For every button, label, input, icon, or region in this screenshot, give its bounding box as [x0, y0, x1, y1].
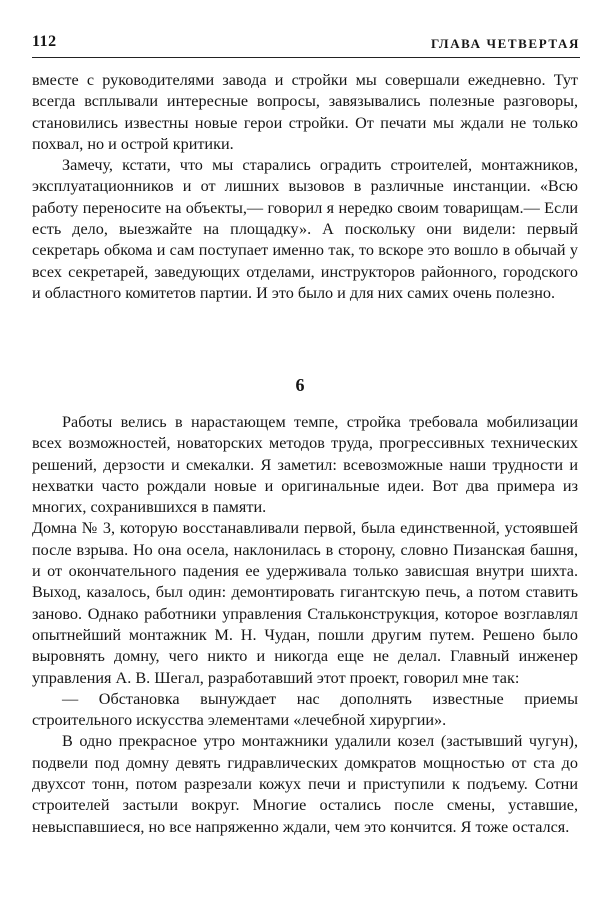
header-rule	[32, 57, 580, 58]
paragraph: — Обстановка вынуждает нас дополнять известные приемы строительного искусства элементами «лечебной хирургии».	[32, 689, 578, 730]
section-number: 6	[295, 375, 305, 395]
page-number: 112	[32, 33, 57, 50]
paragraph: Домна № 3, которую восстанавливали первой, была единственной, устоявшей после взрыва. Но она осела, наклонилась в сторону, словно Пизанская башня, и от окончательного падения ее удерживала только зависшая внутри шихта. Выход, казалось, был один: демонтировать гигантскую печь, а потом ставить заново. Однако работники управления Стальконструкция, которое возглавлял опытнейший монтажник М. Н. Чудан, пошли другим путем. Решено было выровнять домну, чего никто и никогда еще не делал. Главный инженер управления А. В. Шегал, разработавший этот проект, говорил мне так:	[32, 519, 578, 687]
paragraph: Замечу, кстати, что мы старались оградить строителей, монтажников, эксплуатационников и от лишних вызовов в различные инстанции. «Всю работу переносите на объекты,— говорил я нередко своим товарищам.— Если есть дело, выезжайте на площадку». А поскольку они видели: первый секретарь обкома и сам поступает именно так, то вскоре это вошло в обычай у всех секретарей, заведующих отделами, инструкторов районного, городского и областного комитетов партии. И это было и для них самих очень полезно.	[32, 156, 578, 302]
text-block-before	[32, 70, 578, 304]
paragraph: Работы велись в нарастающем темпе, стройка требовала мобилизации всех возможностей, новаторских методов труда, прогрессивных технических решений, дерзости и смекалки. Я заметил: всевозможные наши трудности и нехватки часто рождали новые и оригинальные идеи. Вот два примера из многих, сохранившихся в памяти.	[32, 413, 578, 517]
text-block-after	[32, 412, 578, 838]
paragraph: вместе с руководителями завода и стройки мы совершали ежедневно. Тут всегда всплывали интересные вопросы, завязывались полезные разговоры, становились известны новые герои стройки. От печати мы ждали не только похвал, но и острой критики.	[32, 71, 578, 153]
chapter-title: ГЛАВА ЧЕТВЕРТАЯ	[431, 36, 580, 51]
paragraph: В одно прекрасное утро монтажники удалили козел (застывший чугун), подвели под домну девять гидравлических домкратов мощностью от ста до двухсот тонн, потом разрезали кожух печи и приступили к подъему. Сотни строителей застыли вокруг. Многие остались после смены, уставшие, невыспавшиеся, но все напряженно ждали, чем это кончится. Я тоже остался.	[32, 732, 578, 836]
running-header	[32, 30, 580, 52]
